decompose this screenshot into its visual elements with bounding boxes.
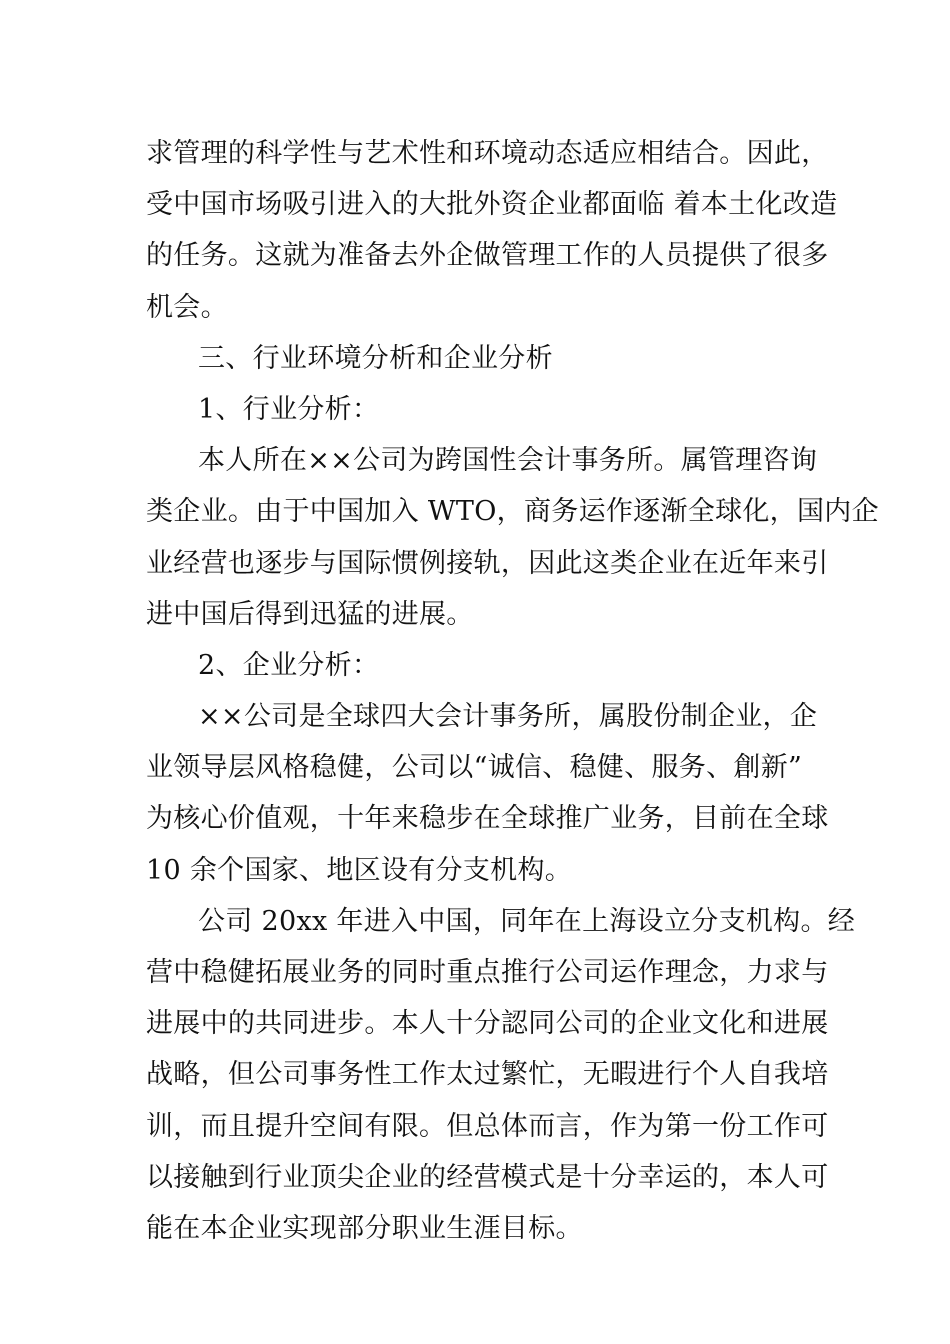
text-line: 业经营也逐步与国际惯例接轨，因此这类企业在近年来引 <box>146 547 829 579</box>
text-line: 业领导层风格稳健，公司以“诚信、稳健、服务、創新” <box>146 752 803 784</box>
text-line: 以接触到行业顶尖企业的经营模式是十分幸运的，本人可 <box>146 1161 829 1193</box>
text-line: ××公司是全球四大会计事务所，属股份制企业，企 <box>198 701 818 733</box>
text-line: 营中稳健拓展业务的同时重点推行公司运作理念，力求与 <box>146 957 829 988</box>
text-line: 战略，但公司事务性工作太过繁忙，无暇进行个人自我培 <box>146 1059 829 1091</box>
text-line: 训，而且提升空间有限。但总体而言，作为第一份工作可 <box>146 1110 829 1142</box>
text-line: 本人所在××公司为跨国性会计事务所。属管理咨询 <box>198 445 818 477</box>
text-line: 10 余个国家、地区设有分支机构。 <box>146 854 573 886</box>
text-line: 的任务。这就为准备去外企做管理工作的人员提供了很多 <box>146 240 829 272</box>
text-line: 受中国市场吸引进入的大批外资企业都面临 着本土化改造 <box>146 189 838 221</box>
text-line: 公司 20xx 年进入中国，同年在上海设立分支机构。经 <box>198 905 856 937</box>
text-line: 进展中的共同进步。本人十分認同公司的企业文化和进展 <box>146 1008 829 1040</box>
section-heading: 三、行业环境分析和企业分析 <box>198 342 553 374</box>
text-line: 求管理的科学性与艺术性和环境动态适应相结合。因此， <box>146 138 829 169</box>
subsection-heading: 1、行业分析： <box>198 393 380 425</box>
text-line: 类企业。由于中国加入 WTO，商务运作逐渐全球化，国内企 <box>146 496 879 528</box>
text-line: 机会。 <box>146 291 228 323</box>
subsection-heading: 2、企业分析： <box>198 649 380 681</box>
text-line: 为核心价值观，十年来稳步在全球推广业务，目前在全球 <box>146 803 829 835</box>
text-line: 能在本企业实现部分职业生涯目标。 <box>146 1212 583 1244</box>
text-line: 进中国后得到迅猛的进展。 <box>146 598 474 630</box>
document-body <box>146 128 879 1254</box>
